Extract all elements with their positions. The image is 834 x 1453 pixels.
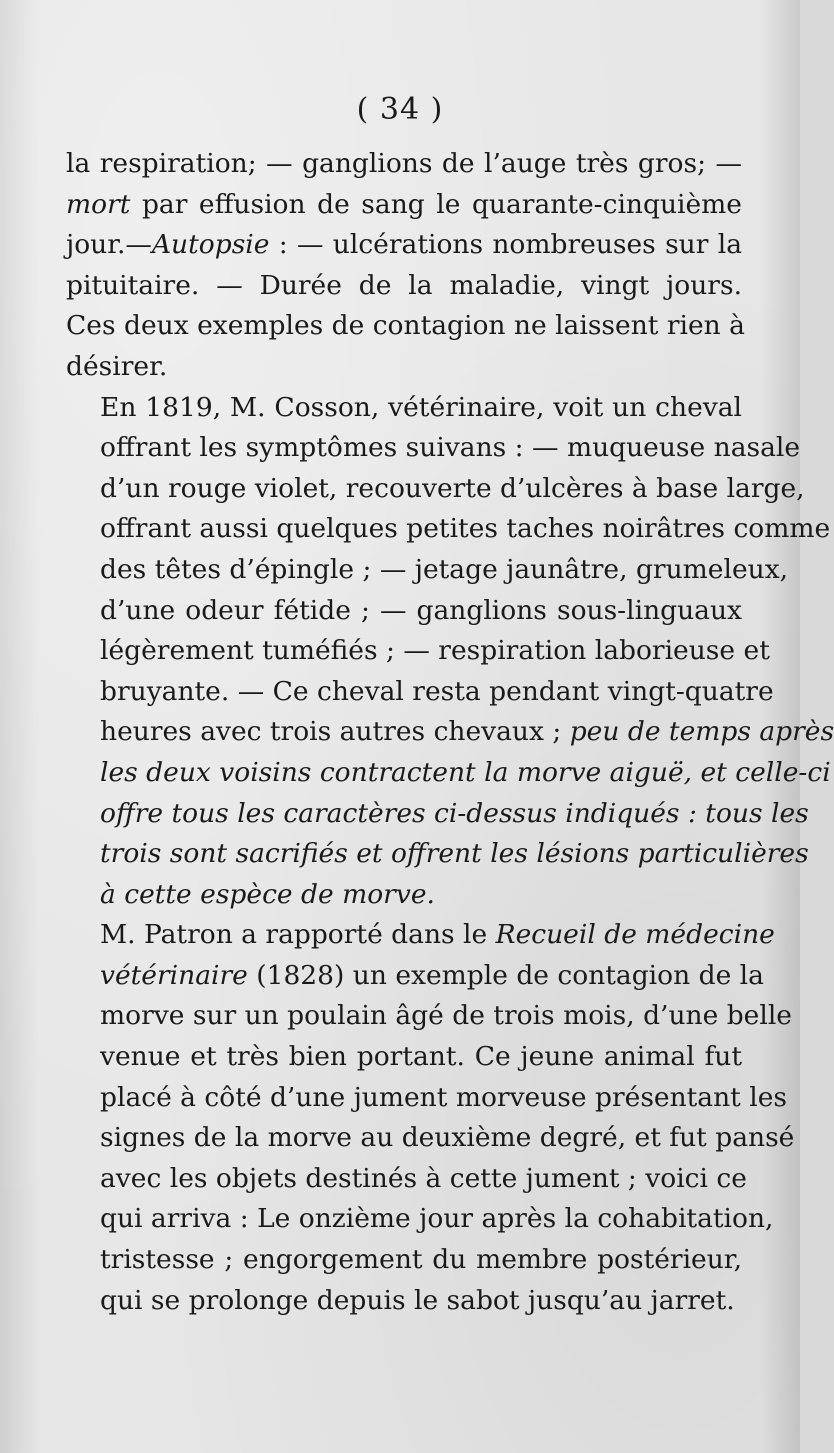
text-run: d’une odeur fétide ; — ganglions sous-linguaux — [100, 594, 742, 626]
text-line — [66, 388, 742, 429]
text-line — [66, 712, 834, 753]
text-run: la respiration; — ganglions de l’auge très gros; — — [66, 148, 742, 179]
text-run: légèrement tuméfiés ; — respiration laborieuse et — [100, 635, 770, 667]
italic-run: trois sont sacrifiés et offrent les lésions particulières — [100, 838, 809, 870]
text-line — [66, 996, 792, 1037]
text-run: avec les objets destinés à cette jument ; voici ce — [100, 1162, 747, 1194]
paragraph — [66, 144, 745, 388]
text-run: En 1819, M. Cosson, vétérinaire, voit un cheval — [100, 391, 742, 423]
text-line — [66, 1037, 742, 1078]
text-line — [66, 1281, 742, 1322]
text-run: jour.— — [66, 229, 152, 261]
text-line — [66, 875, 742, 916]
text-run: par effusion de sang le quarante-cinquième — [130, 188, 742, 220]
text-line — [66, 631, 770, 672]
text-line — [66, 753, 831, 794]
text-line — [66, 1199, 774, 1240]
page-number: ( 34 ) — [356, 92, 444, 127]
text-run: Ces deux exemples de contagion ne laissent rien à — [66, 310, 745, 342]
italic-run: Recueil de médecine — [495, 919, 775, 951]
text-line — [66, 834, 809, 875]
italic-run: vétérinaire — [100, 959, 248, 991]
italic-run: les deux voisins contractent la morve aiguë, et celle-ci — [100, 756, 831, 788]
text-line — [66, 915, 775, 956]
paragraph — [66, 915, 795, 1321]
italic-run: mort — [66, 188, 131, 220]
text-line — [66, 956, 764, 997]
text-line — [66, 428, 801, 469]
body-text — [66, 144, 834, 1321]
text-line — [66, 509, 831, 550]
text-run: signes de la morve au deuxième degré, et fut pansé — [100, 1122, 795, 1154]
text-run: tristesse ; engorgement du membre postérieur, — [100, 1244, 742, 1276]
text-line — [66, 306, 745, 347]
text-line — [66, 591, 742, 632]
text-line — [66, 1240, 742, 1281]
text-run: : — ulcérations nombreuses sur la — [269, 229, 742, 261]
text-line — [66, 347, 742, 388]
text-run: offrant aussi quelques petites taches noirâtres comme — [100, 513, 831, 545]
text-run: bruyante. — Ce cheval resta pendant vingt-quatre — [100, 675, 774, 707]
text-line — [66, 1159, 747, 1200]
text-line — [66, 185, 742, 226]
text-line — [66, 794, 809, 835]
text-line — [66, 469, 805, 510]
text-run: des têtes d’épingle ; — jetage jaunâtre, grumeleux, — [100, 553, 789, 585]
italic-run: peu de temps après — [569, 716, 834, 748]
text-line — [66, 266, 742, 307]
text-run: offrant les symptômes suivans : — muqueuse nasale — [100, 432, 801, 464]
text-run: qui arriva : Le onzième jour après la cohabitation, — [100, 1203, 774, 1235]
text-line — [66, 1118, 795, 1159]
text-run: heures avec trois autres chevaux ; — [100, 716, 570, 748]
text-run: placé à côté d’une jument morveuse présentant les — [100, 1081, 788, 1113]
text-line — [66, 225, 742, 266]
paragraph — [66, 388, 834, 916]
text-run: (1828) un exemple de contagion de la — [247, 959, 764, 991]
text-line — [66, 672, 774, 713]
italic-run: offre tous les caractères ci-dessus indiqués : tous les — [100, 797, 809, 829]
text-run: venue et très bien portant. Ce jeune animal fut — [100, 1041, 742, 1073]
text-line — [66, 144, 742, 185]
text-run: morve sur un poulain âgé de trois mois, d’une belle — [100, 1000, 792, 1032]
text-line — [66, 1078, 788, 1119]
text-run: pituitaire. — Durée de la maladie, vingt jours. — [66, 269, 742, 301]
italic-run: à cette espèce de morve. — [100, 878, 435, 910]
italic-run: Autopsie — [151, 229, 270, 261]
text-line — [66, 550, 789, 591]
text-run: M. Patron a rapporté dans le — [100, 919, 496, 951]
text-run: d’un rouge violet, recouverte d’ulcères à base large, — [100, 472, 805, 504]
text-run: désirer. — [66, 350, 168, 382]
text-run: qui se prolonge depuis le sabot jusqu’au jarret. — [100, 1284, 735, 1316]
